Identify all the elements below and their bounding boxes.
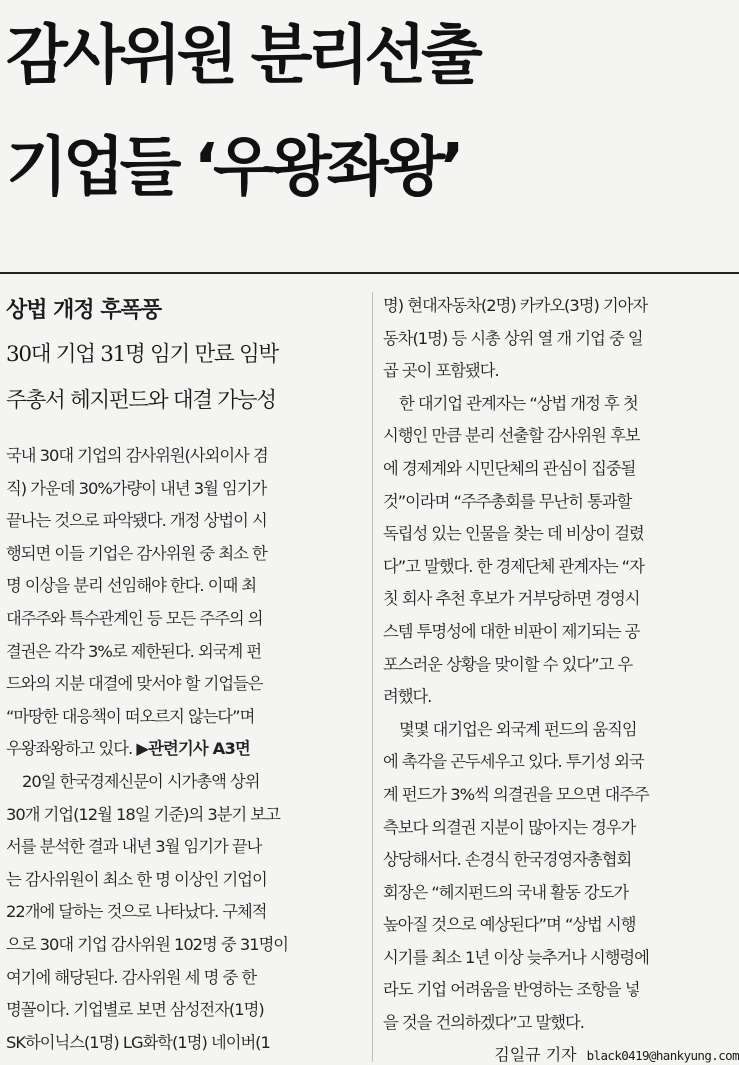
- body-line: 으로 30대 기업 감사위원 102명 중 31명이: [6, 934, 289, 954]
- body-line: 직) 가운데 30%가량이 내년 3월 임기가: [6, 478, 267, 498]
- body-line: 것”이라며 “주주총회를 무난히 통과할: [383, 491, 632, 511]
- byline: [383, 1042, 739, 1065]
- body-line: 명꼴이다. 기업별로 보면 삼성전자(1명): [6, 1000, 264, 1020]
- body-line: 명 이상을 분리 선임해야 한다. 이때 최: [6, 576, 257, 596]
- body-line: 회장은 “헤지펀드의 국내 활동 강도가: [383, 882, 629, 902]
- body-line: 드와의 지분 대결에 맞서야 할 기업들은: [6, 674, 263, 694]
- kicker: 상법 개정 후폭풍: [6, 298, 162, 323]
- article-body-right: [383, 290, 739, 1040]
- body-line: 국내 30대 기업의 감사위원(사외이사 겸: [6, 446, 268, 465]
- body-line: 측보다 의결권 지분이 많아지는 경우가: [383, 817, 636, 837]
- left-column: [6, 290, 363, 1059]
- body-line: 독립성 있는 인물을 찾는 데 비상이 걸렸: [383, 524, 644, 544]
- headline-line-1: 감사위원 분리선출: [6, 19, 478, 93]
- subhead-line: 주총서 헤지펀드와 대결 가능성: [6, 388, 276, 413]
- related-article-line: [6, 733, 363, 766]
- subheads: [6, 332, 363, 424]
- body-line: SK하이닉스(1명) LG화학(1명) 네이버(1: [6, 1032, 270, 1052]
- body-line: 30개 기업(12월 18일 기준)의 3분기 보고: [6, 804, 280, 824]
- body-line: 상당해서다. 손경식 한국경영자총협회: [383, 850, 632, 870]
- body-line: 스템 투명성에 대한 비판이 제기되는 공: [383, 621, 640, 641]
- body-line: 대주주와 특수관계인 등 모든 주주의 의: [6, 608, 263, 628]
- body-line: 여기에 해당된다. 감사위원 세 명 중 한: [6, 967, 257, 987]
- body-line: 려했다.: [383, 687, 432, 707]
- body-line: 명) 현대자동차(2명) 카카오(3명) 기아자: [383, 296, 648, 315]
- headline-line-2: 기업들 ‘우왕좌왕’: [6, 131, 460, 205]
- body-line: 시기를 최소 1년 이상 늦추거나 시행령에: [383, 947, 649, 967]
- body-line: 을 것을 건의하겠다”고 말했다.: [383, 1013, 584, 1033]
- body-line: 서를 분석한 결과 내년 3월 임기가 끝나: [6, 837, 262, 857]
- body-line: 몇몇 대기업은 외국계 펀드의 움직임: [399, 719, 637, 739]
- headline-rule: [0, 272, 739, 274]
- body-line: 시행인 만큼 분리 선출할 감사위원 후보: [383, 426, 640, 446]
- body-line: 높아질 것으로 예상된다”며 “상법 시행: [383, 915, 636, 935]
- related-article-link[interactable]: ▶관련기사 A3면: [136, 739, 250, 759]
- body-line: 22개에 달하는 것으로 나타났다. 구체적: [6, 902, 267, 922]
- body-line: 라도 기업 어려움을 반영하는 조항을 넣: [383, 980, 640, 1000]
- body-line: 행되면 이들 기업은 감사위원 중 최소 한: [6, 543, 267, 563]
- column-divider: [372, 292, 373, 1062]
- author-email[interactable]: black0419@hankyung.com: [586, 1047, 739, 1063]
- author-name: 김일규 기자: [494, 1044, 577, 1064]
- body-line: 에 촉각을 곤두세우고 있다. 투기성 외국: [383, 752, 644, 772]
- body-line: 끝나는 것으로 파악됐다. 개정 상법이 시: [6, 511, 267, 531]
- body-line: 결권은 각각 3%로 제한된다. 외국계 펀: [6, 641, 262, 661]
- body-line: 에 경제계와 시민단체의 관심이 집중될: [383, 458, 636, 478]
- subhead-line: 30대 기업 31명 임기 만료 임박: [6, 342, 278, 367]
- body-line: 포스러운 상황을 맞이할 수 있다”고 우: [383, 654, 633, 674]
- body-line: “마땅한 대응책이 떠오르지 않는다”며: [6, 706, 255, 726]
- body-line: 한 대기업 관계자는 “상법 개정 후 첫: [399, 393, 638, 413]
- body-line: 곱 곳이 포함됐다.: [383, 361, 499, 381]
- body-line: 동차(1명) 등 시총 상위 열 개 기업 중 일: [383, 328, 643, 348]
- body-line: 는 감사위원이 최소 한 명 이상인 기업이: [6, 869, 267, 889]
- article-body-left: [6, 440, 363, 1059]
- headline: [6, 0, 736, 224]
- body-line: 20일 한국경제신문이 시가총액 상위: [22, 771, 260, 791]
- body-line: 우왕좌왕하고 있다.: [6, 739, 133, 759]
- body-line: 칫 회사 추천 후보가 거부당하면 경영시: [383, 589, 640, 609]
- body-line: 계 펀드가 3%씩 의결권을 모으면 대주주: [383, 784, 649, 804]
- body-line: 다”고 말했다. 한 경제단체 관계자는 “자: [383, 556, 644, 576]
- right-column: [383, 290, 739, 1065]
